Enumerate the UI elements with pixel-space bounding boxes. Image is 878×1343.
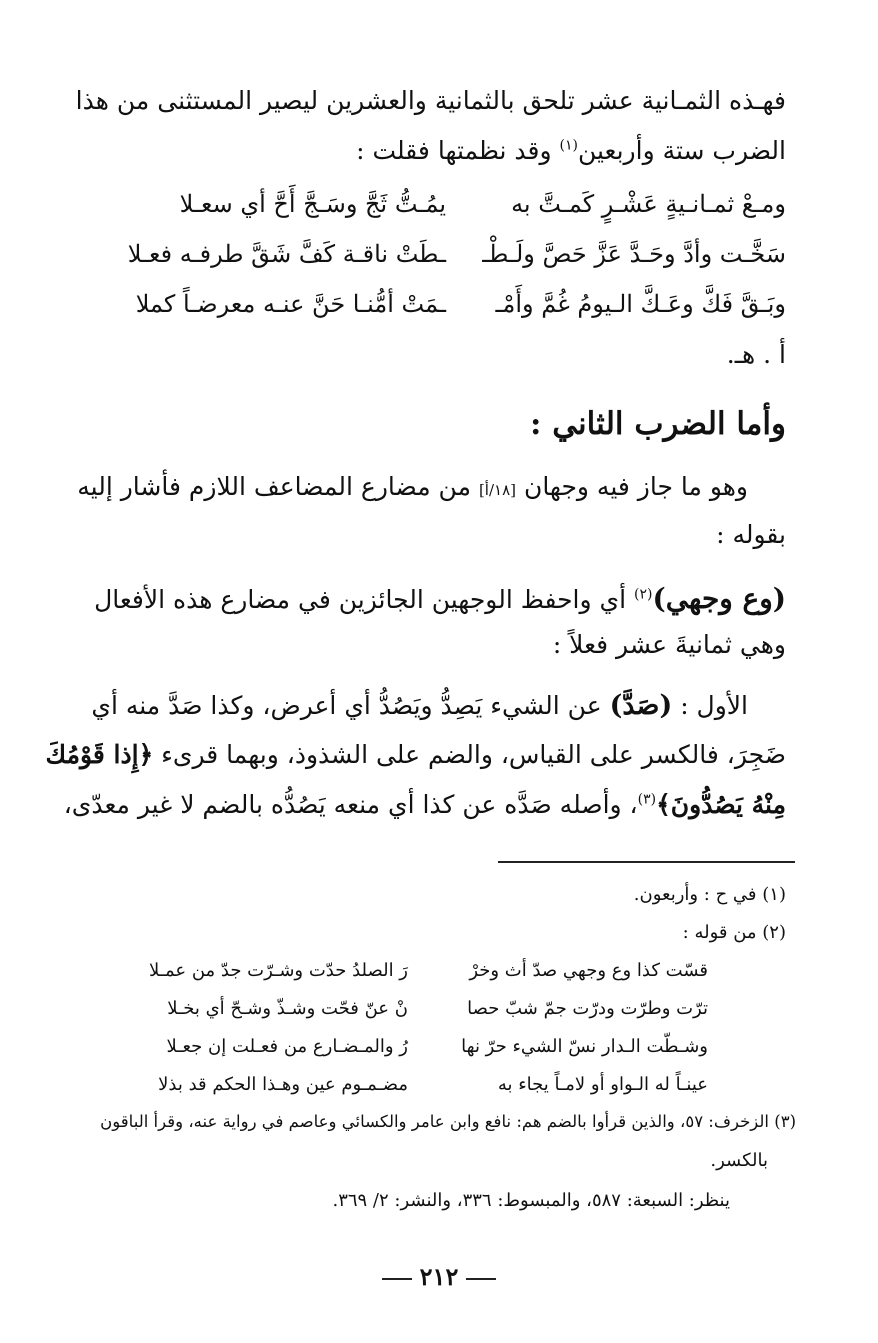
page-number-dash-right — [466, 1278, 496, 1280]
page-number-dash-left — [382, 1278, 412, 1280]
footnote-separator — [498, 861, 795, 863]
fn2-verse-2-b: نْ عنّ فحّت وشـذّ وشـحّ أي بخـلا — [167, 998, 408, 1019]
folio-marker: [١٨/أ] — [478, 481, 516, 499]
para2-line-2: بقوله : — [716, 520, 786, 549]
footnote-3-line-3: ينظر: السبعة: ٥٨٧، والمبسوط: ٣٣٦، والنشر: ٢/ ٣٦٩. — [332, 1190, 730, 1211]
para3-line-1: (وع وجهي)$^{(٢)}$ أي واحفظ الوجهين الجائزين في مضارع هذه الأفعال — [94, 582, 786, 615]
fn2-verse-4-a: عينـاً له الـواو أو لامـاً يجاء به — [497, 1074, 708, 1095]
footnote-ref-3[interactable]: (٣) — [637, 791, 657, 808]
para4-line-2: ضَجِرَ، فالكسر على القياس، والضم على الشذوذ، وبهما قرىء ﴿إِذا قَوْمُكَ — [45, 740, 786, 769]
para4-line-3: مِنْهُ يَصُدُّونَ﴾$^{(٣)}$، وأصله صَدَّه عن كذا أي منعه يَصُدُّه بالضم لا غير معدّى، — [63, 790, 786, 819]
para4-line-1: الأول : (صَدَّ) عن الشيء يَصِدُّ ويَصُدُّ أي أعرض، وكذا صَدَّ منه أي — [91, 690, 748, 721]
verse-2-hemistich-1: سَخَّـت وأدَّ وحَـدَّ عَزَّ حَصَّ ولَـطْـ — [482, 240, 786, 268]
fn2-verse-4-b: مضـمـوم عين وهـذا الحكم قد بذلا — [158, 1074, 408, 1095]
quran-quote-start: ﴿إِذا قَوْمُكَ — [45, 740, 154, 769]
section-heading: وأما الضرب الثاني : — [529, 406, 786, 442]
verse-1-hemistich-1: ومـعْ ثمـانـيةٍ عَشْـرٍ كَمـتَّ به — [511, 190, 786, 218]
verse-2-hemistich-2: ـطَتْ ناقـة كَفَّ شَقَّ طرفـه فعـلا — [127, 240, 446, 268]
main-line-1: فهـذه الثمـانية عشر تلحق بالثمانية والعشرين ليصير المستثنى من هذا — [75, 86, 786, 115]
verse-3-hemistich-2: ـمَتْ أمُّنـا حَنَّ عنـه معرضـاً كملا — [135, 290, 446, 318]
para3-line-2: وهي ثمانيةَ عشر فعلاً : — [552, 630, 786, 659]
quran-quote-end: مِنْهُ يَصُدُّونَ﴾ — [656, 790, 786, 819]
verse-3-hemistich-1: وبَـقَّ فَكَّ وعَـكَّ الـيومُ غُمَّ وأَمْـ — [495, 290, 786, 318]
fn2-verse-3-b: رُ والمـضـارع من فعـلت إن جعـلا — [166, 1036, 408, 1057]
fn2-verse-1-a: قسّت كذا وع وجهي صدّ أث وخرْ — [469, 960, 708, 981]
footnote-ref-1[interactable]: (١) — [559, 137, 578, 154]
para2-line-1: وهو ما جاز فيه وجهان [١٨/أ] من مضارع المضاعف اللازم فأشار إليه — [77, 472, 748, 501]
fn2-verse-2-a: ترّت وطرّت ودرّت جمّ شبّ حصا — [467, 998, 708, 1019]
footnote-3-line-1: (٣) الزخرف: ٥٧، والذين قرأوا بالضم هم: نافع وابن عامر والكسائي وعاصم في رواية عنه، وقرأ الباقون — [100, 1112, 796, 1131]
footnote-2-intro: (٢) من قوله : — [682, 922, 786, 943]
footnote-ref-2[interactable]: (٢) — [633, 586, 653, 603]
main-line-2: الضرب ستة وأربعين$^{(١)}$ وقد نظمتها فقلت : — [356, 136, 786, 165]
fn2-verse-1-b: رَ الصلدُ حدّت وشـرّت جدّ من عمـلا — [148, 960, 408, 981]
footnote-3-line-2: بالكسر. — [710, 1150, 768, 1171]
end-mark: أ . هـ. — [726, 340, 786, 369]
page-number: ٢١٢ — [0, 1262, 878, 1291]
verse-1-hemistich-2: يمُـتُّ ثَجَّ وسَـجَّ أَحَّ أي سعـلا — [179, 190, 446, 218]
footnote-1: (١) في ح : وأربعون. — [633, 884, 786, 905]
fn2-verse-3-a: وشـطّت الـدار نسّ الشيء حرّ نها — [461, 1036, 708, 1057]
